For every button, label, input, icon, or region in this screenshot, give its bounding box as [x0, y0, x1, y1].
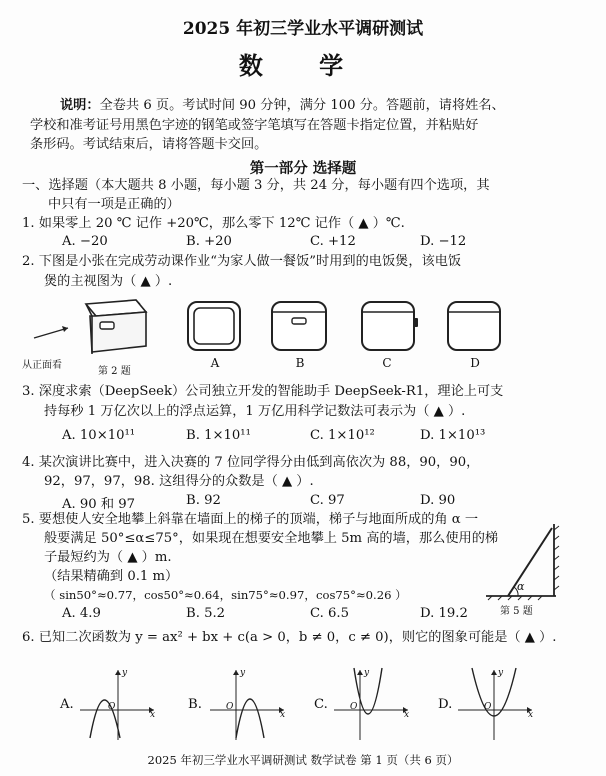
q5-option-a[interactable]: A. 4.9 — [62, 606, 101, 621]
q6-d-y: y — [498, 668, 504, 678]
q6-option-b[interactable]: B. — [188, 697, 202, 712]
q6-a-origin: O — [108, 702, 116, 712]
q1-option-d[interactable]: D. −12 — [420, 234, 467, 249]
q2-stem-1: 2. 下图是小张在完成劳动课作业“为家人做一餐饭”时用到的电饭煲，该电饭 — [22, 254, 462, 269]
q6-d-x: x — [528, 710, 534, 720]
q3-stem-1: 3. 深度求索（DeepSeek）公司独立开发的智能助手 DeepSeek-R1，理论上可支 — [22, 384, 504, 399]
choice-b-figure[interactable] — [270, 300, 328, 352]
section-header-1: 一、选择题（本大题共 8 小题，每小题 3 分，共 24 分，每小题有四个选项，其 — [22, 178, 490, 193]
instructions-label: 说明： — [60, 98, 100, 113]
q1-option-c[interactable]: C. +12 — [310, 234, 356, 249]
q5-stem-2: 般要满足 50°≤α≤75°，如果现在想要安全地攀上 5m 高的墙，那么使用的梯 — [44, 531, 499, 546]
choice-b-label[interactable]: B — [295, 356, 305, 370]
q1-option-b[interactable]: B. +20 — [186, 234, 232, 249]
q5-option-c[interactable]: C. 6.5 — [310, 606, 349, 621]
q6-c-origin: O — [350, 702, 358, 712]
q4-option-c[interactable]: C. 97 — [310, 493, 345, 508]
q2-stem-2: 煲的主视图为（ ▲ ）. — [44, 274, 173, 289]
ladder-figure — [486, 520, 566, 600]
q4-stem-1: 4. 某次演讲比赛中，进入决赛的 7 位同学得分由低到高依次为 88，90，90， — [22, 455, 480, 470]
q3-option-a[interactable]: A. 10×10¹¹ — [62, 428, 136, 443]
q4-option-b[interactable]: B. 92 — [186, 493, 221, 508]
q4-option-a[interactable]: A. 90 和 97 — [62, 497, 136, 512]
q6-option-c[interactable]: C. — [314, 697, 328, 712]
instructions-line-1 — [60, 98, 505, 114]
subject-title: 数 学 — [238, 51, 368, 80]
q6-option-d[interactable]: D. — [438, 697, 453, 712]
q4-stem-2: 92，97，97，98. 这组得分的众数是（ ▲ ）. — [44, 474, 314, 489]
q6-c-y: y — [364, 668, 370, 678]
choice-a-label[interactable]: A — [210, 356, 220, 370]
front-view-label: 从正面看 — [22, 360, 62, 371]
q1-option-a[interactable]: A. −20 — [62, 234, 108, 249]
q5-precision: （结果精确到 0.1 m） — [44, 569, 179, 584]
instructions-line-3: 条形码。考试结束后，请将答题卡交回。 — [30, 137, 268, 152]
section-header-2: 中只有一项是正确的） — [48, 197, 180, 212]
q6-a-y: y — [122, 668, 128, 678]
exam-title: 2025 年初三学业水平调研测试 — [182, 19, 424, 39]
choice-c-figure[interactable] — [358, 300, 420, 352]
q5-hints: （ sin50°≈0.77，cos50°≈0.64，sin75°≈0.97，cos75°≈0.26 ） — [44, 588, 407, 602]
q5-option-b[interactable]: B. 5.2 — [186, 606, 226, 621]
q5-option-d[interactable]: D. 19.2 — [420, 606, 468, 621]
q6-b-origin: O — [226, 702, 234, 712]
instructions-text-1: 全卷共 6 页。考试时间 90 分钟，满分 100 分。答题前，请将姓名、 — [99, 98, 505, 113]
page-footer: 2025 年初三学业水平调研测试 数学试卷 第 1 页（共 6 页） — [147, 753, 459, 767]
fig2-label: 第 2 题 — [98, 366, 131, 377]
instructions-line-2: 学校和准考证号用黑色字迹的钢笔或签字笔填写在答题卡指定位置，并粘贴好 — [30, 118, 479, 133]
q6-graph-a[interactable] — [76, 664, 160, 742]
choice-d-label[interactable]: D — [470, 356, 480, 370]
q6-a-x: x — [150, 710, 156, 720]
choice-a-figure[interactable] — [186, 300, 242, 352]
q3-stem-2: 持每秒 1 万亿次以上的浮点运算，1 万亿用科学记数法可表示为（ ▲ ）. — [44, 404, 466, 419]
part-title: 第一部分 选择题 — [249, 160, 357, 177]
q6-stem: 6. 已知二次函数为 y = ax² + bx + c(a > 0，b ≠ 0，c ≠ 0)，则它的图象可能是（ ▲ ）. — [22, 630, 557, 645]
choice-d-figure[interactable] — [446, 300, 504, 352]
ladder-angle-label: α — [517, 580, 525, 593]
q6-b-x: x — [280, 710, 286, 720]
q4-option-d[interactable]: D. 90 — [420, 493, 456, 508]
q6-graph-d[interactable] — [454, 664, 538, 742]
choice-c-label[interactable]: C — [382, 356, 392, 370]
q3-option-c[interactable]: C. 1×10¹² — [310, 428, 375, 443]
q6-graph-b[interactable] — [206, 664, 290, 742]
q5-stem-1: 5. 要想使人安全地攀上斜靠在墙面上的梯子的顶端，梯子与地面所成的角 α 一 — [22, 512, 479, 527]
q6-graph-c[interactable] — [330, 664, 414, 742]
q3-option-d[interactable]: D. 1×10¹³ — [420, 428, 486, 443]
q6-option-a[interactable]: A. — [60, 697, 74, 712]
q1-stem: 1. 如果零上 20 ℃ 记作 +20℃，那么零下 12℃ 记作（ ▲ ）℃. — [22, 216, 405, 231]
q6-b-y: y — [240, 668, 246, 678]
q5-stem-3: 子最短约为（ ▲ ）m. — [44, 550, 172, 565]
q3-option-b[interactable]: B. 1×10¹¹ — [186, 428, 251, 443]
q6-c-x: x — [404, 710, 410, 720]
fig5-label: 第 5 题 — [500, 606, 533, 617]
q6-d-origin: O — [484, 702, 492, 712]
